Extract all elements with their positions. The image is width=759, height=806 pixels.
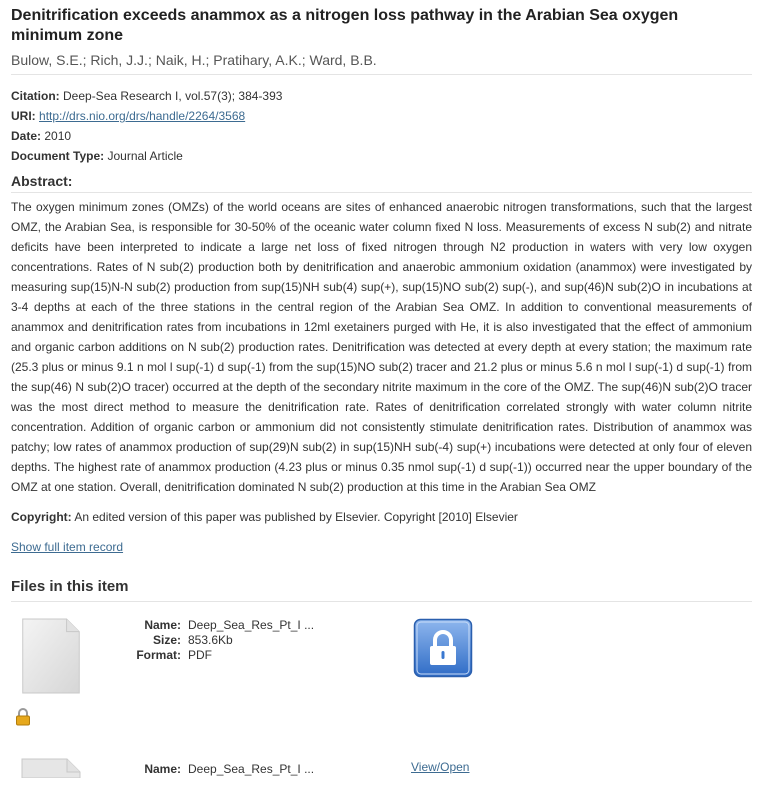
show-full-record-link[interactable]: Show full item record — [11, 540, 124, 554]
files-divider — [11, 601, 752, 602]
copyright-text: An edited version of this paper was published by Elsevier. Copyright [2010] Elsevier — [74, 510, 518, 524]
file-item — [11, 618, 752, 758]
uri-row — [11, 106, 752, 126]
doctype-value: Journal Article — [107, 149, 183, 163]
item-title: Denitrification exceeds anammox as a nitrogen loss pathway in the Arabian Sea oxygen minimum zone — [11, 7, 679, 44]
file-size-label: Size: — [152, 633, 181, 647]
title-divider — [11, 74, 752, 75]
view-open-link[interactable]: View/Open — [411, 760, 470, 774]
date-value: 2010 — [44, 129, 72, 143]
doctype-row — [11, 146, 752, 166]
abstract-divider — [11, 192, 752, 193]
item-page — [11, 6, 752, 798]
date-label: Date: — [11, 129, 42, 143]
files-heading: Files in this item — [11, 578, 129, 595]
uri-link[interactable]: http://drs.nio.org/drs/handle/2264/3568 — [39, 109, 246, 123]
file-info — [123, 618, 314, 663]
file-name-label: Name: — [144, 618, 181, 632]
file-size: 853.6Kb — [188, 633, 233, 647]
citation-label: Citation: — [11, 89, 60, 103]
document-thumbnail-icon[interactable] — [21, 618, 81, 694]
doctype-label: Document Type: — [11, 149, 105, 163]
uri-label: URI: — [11, 109, 36, 123]
file-item — [11, 758, 752, 798]
file-format-label: Format: — [136, 648, 181, 662]
abstract-text: The oxygen minimum zones (OMZs) of the world oceans are sites of enhanced anaerobic nitrogen transformations, such that the largest OMZ, the Arabian Sea, is responsible for 30-50% of the oceanic water column fixed N loss. Measurements of excess N sub(2) and nitrate deficits have been interpreted to indicate a large net loss of fixed nitrogen through N2 production in waters with very low oxygen concentrations. Rates of N sub(2) production both by denitrification and anaerobic ammonium oxidation (anammox) were investigated by measuring sup(15)N-N sub(2) production from sup(15)NH sub(4) sup(+), sup(15)NO sub(2) sup(-), and sup(46)N sub(2)O in incubations at 3-4 depths at each of the three stations in the central region of the Arabian Sea OMZ. In addition to conventional measurements of anammox and denitrification rates from incubations in 12ml exetainers purged with He, it is also investigated that the effect of ammonium and organic carbon additions on N sub(2) production rates. Denitrification was detected at every depth at every station; the maximum rate (25.3 plus or minus 9.1 n mol l sup(-1) d sup(-1) from the sup(15)NO sub(2) tracer and 21.2 plus or minus 5.6 n mol l sup(-1) d sup(-1) from the sup(46) N sub(2)O tracer) occurred at the depth of the secondary nitrite maximum in the core of the OMZ. The sup(46)N sub(2)O tracer was the most direct method to measure the denitrification rate. Rates of denitrification correlated strongly with water column nitrite concentration. Addition of organic carbon or ammonium did not consistently stimulate denitrification rates. Distribution of anammox was patchy; low rates of anammox production of sup(29)N sub(2) in sup(15)NH sub(-4) sup(+) incubations were detected at only four of eleven depths. The highest rate of anammox production (4.23 plus or minus 0.35 nmol sup(-1) d sup(-1)) occurred near the upper boundary of the OMZ at one station. Overall, denitrification dominated N sub(2) production at this time in the Arabian Sea OMZ — [11, 200, 752, 494]
file-name-label: Name: — [144, 762, 181, 776]
document-thumbnail-icon[interactable] — [21, 758, 81, 778]
abstract-heading: Abstract: — [11, 173, 73, 189]
file-format: PDF — [188, 648, 212, 662]
restricted-access-lock-icon[interactable] — [413, 618, 473, 680]
item-metadata — [11, 86, 752, 166]
citation-row — [11, 86, 752, 106]
file-info — [123, 762, 314, 777]
copyright-label: Copyright: — [11, 510, 72, 524]
citation-value: Deep-Sea Research I, vol.57(3); 384-393 — [63, 89, 283, 103]
copyright-row — [11, 507, 752, 527]
item-authors: Bulow, S.E.; Rich, J.J.; Naik, H.; Pratihary, A.K.; Ward, B.B. — [11, 52, 377, 68]
padlock-icon — [15, 708, 31, 726]
file-name: Deep_Sea_Res_Pt_I ... — [188, 618, 315, 632]
date-row — [11, 126, 752, 146]
file-name: Deep_Sea_Res_Pt_I ... — [188, 762, 315, 776]
